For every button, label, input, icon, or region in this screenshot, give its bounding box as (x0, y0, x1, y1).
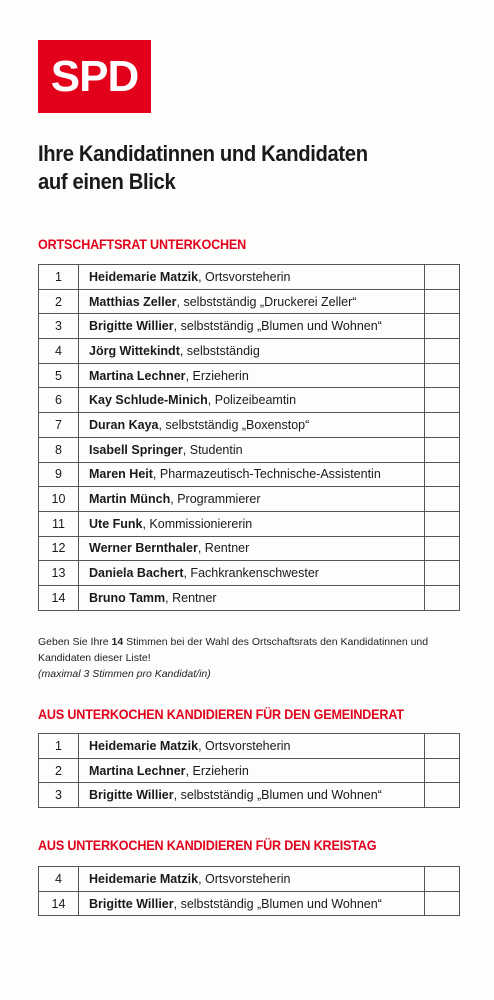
candidate-description: , Kommissioniererin (142, 516, 253, 531)
vote-box[interactable] (425, 783, 460, 808)
candidate-description: , Fachkrankenschwester (183, 566, 319, 581)
title-line-2: auf einen Blick (38, 169, 176, 194)
candidate-row (39, 561, 460, 586)
candidate-cell (79, 511, 425, 536)
candidate-description: , Pharmazeutisch-Technische-Assistentin (152, 467, 381, 482)
candidate-description: , selbstständig „Blumen und Wohnen“ (173, 896, 382, 911)
kreistag-heading: AUS UNTERKOCHEN KANDIDIEREN FÜR DEN KREISTAG (38, 837, 377, 853)
page-title (38, 140, 434, 196)
candidate-description: , Studentin (182, 442, 243, 457)
candidate-name: Bruno Tamm (89, 590, 166, 605)
candidate-cell (79, 339, 425, 364)
vote-box[interactable] (425, 413, 460, 438)
candidate-number: 4 (39, 867, 79, 892)
vote-box[interactable] (425, 867, 460, 892)
kreistag-table (38, 866, 460, 916)
candidate-description: , Ortsvorsteherin (198, 738, 291, 753)
note-max: (maximal 3 Stimmen pro Kandidat/in) (38, 668, 211, 680)
candidate-number: 5 (39, 363, 79, 388)
candidate-row (39, 339, 460, 364)
candidate-description: , Ortsvorsteherin (198, 269, 291, 284)
candidate-name: Martina Lechner (89, 763, 186, 778)
candidate-name: Heidemarie Matzik (89, 871, 199, 886)
vote-box[interactable] (425, 339, 460, 364)
candidate-cell (79, 585, 425, 610)
candidate-description: , Rentner (165, 590, 217, 605)
candidate-number: 3 (39, 783, 79, 808)
candidate-number: 2 (39, 758, 79, 783)
candidate-row (39, 462, 460, 487)
candidate-description: , selbstständig „Boxenstop“ (158, 417, 310, 432)
candidate-cell (79, 289, 425, 314)
candidate-cell (79, 891, 425, 916)
vote-box[interactable] (425, 585, 460, 610)
candidate-description: , selbstständig „Blumen und Wohnen“ (173, 788, 382, 803)
candidate-number: 4 (39, 339, 79, 364)
candidate-description: , selbstständig „Blumen und Wohnen“ (173, 319, 382, 334)
candidate-name: Heidemarie Matzik (89, 269, 199, 284)
candidate-name: Heidemarie Matzik (89, 738, 199, 753)
candidate-name: Duran Kaya (89, 417, 159, 432)
candidate-number: 10 (39, 487, 79, 512)
candidate-name: Isabell Springer (89, 442, 183, 457)
candidate-name: Werner Bernthaler (89, 541, 198, 556)
candidate-name: Brigitte Willier (89, 896, 174, 911)
candidate-name: Kay Schlude-Minich (89, 393, 208, 408)
candidate-cell (79, 734, 425, 759)
candidate-cell (79, 561, 425, 586)
candidate-description: , selbstständig (179, 343, 260, 358)
candidate-description: , Programmierer (170, 492, 261, 507)
candidate-row (39, 388, 460, 413)
vote-box[interactable] (425, 462, 460, 487)
vote-box[interactable] (425, 561, 460, 586)
candidate-cell (79, 437, 425, 462)
candidate-row (39, 734, 460, 759)
candidate-number: 14 (39, 891, 79, 916)
candidate-cell (79, 265, 425, 290)
candidate-row (39, 758, 460, 783)
title-line-1: Ihre Kandidatinnen und Kandidaten (38, 141, 368, 166)
candidate-row (39, 363, 460, 388)
vote-box[interactable] (425, 437, 460, 462)
candidate-name: Martina Lechner (89, 368, 186, 383)
candidate-number: 14 (39, 585, 79, 610)
candidate-number: 1 (39, 265, 79, 290)
candidate-row (39, 289, 460, 314)
candidate-name: Ute Funk (89, 516, 143, 531)
candidate-description: , selbstständig „Druckerei Zeller“ (176, 294, 357, 309)
note-pre: Geben Sie Ihre (38, 636, 112, 648)
note-count: 14 (111, 636, 124, 648)
gemeinderat-heading: AUS UNTERKOCHEN KANDIDIEREN FÜR DEN GEMEINDERAT (38, 706, 404, 722)
vote-box[interactable] (425, 314, 460, 339)
vote-box[interactable] (425, 289, 460, 314)
candidate-description: , Rentner (197, 541, 250, 556)
candidate-cell (79, 413, 425, 438)
candidate-cell (79, 462, 425, 487)
candidate-cell (79, 388, 425, 413)
candidate-description: , Ortsvorsteherin (198, 871, 291, 886)
candidate-cell (79, 867, 425, 892)
candidate-number: 11 (39, 511, 79, 536)
candidate-row (39, 487, 460, 512)
candidate-name: Daniela Bachert (89, 566, 184, 581)
candidate-row (39, 413, 460, 438)
candidate-cell (79, 487, 425, 512)
candidate-name: Matthias Zeller (89, 294, 177, 309)
candidate-row (39, 891, 460, 916)
candidate-row (39, 585, 460, 610)
candidate-row (39, 314, 460, 339)
candidate-number: 9 (39, 462, 79, 487)
candidate-cell (79, 314, 425, 339)
candidate-name: Jörg Wittekindt (89, 343, 180, 358)
spd-logo: SPD (38, 40, 151, 113)
candidate-name: Martin Münch (89, 492, 171, 507)
vote-box[interactable] (425, 265, 460, 290)
note-post: Stimmen bei der Wahl des Ortschaftsrats den Kandidatinnen und Kandidaten dieser Liste! (38, 636, 429, 664)
vote-box[interactable] (425, 536, 460, 561)
candidate-number: 3 (39, 314, 79, 339)
candidate-description: , Polizeibeamtin (207, 393, 297, 408)
ortschaftsrat-heading: ORTSCHAFTSRAT UNTERKOCHEN (38, 236, 247, 252)
candidate-row (39, 536, 460, 561)
vote-box[interactable] (425, 734, 460, 759)
candidate-number: 2 (39, 289, 79, 314)
vote-box[interactable] (425, 758, 460, 783)
candidate-cell (79, 536, 425, 561)
candidate-row (39, 511, 460, 536)
candidate-description: , Erzieherin (185, 368, 249, 383)
candidate-name: Brigitte Willier (89, 319, 174, 334)
voting-note (38, 634, 468, 682)
vote-box[interactable] (425, 363, 460, 388)
candidate-row (39, 783, 460, 808)
candidate-number: 7 (39, 413, 79, 438)
candidate-name: Maren Heit (89, 467, 153, 482)
candidate-number: 8 (39, 437, 79, 462)
candidate-row (39, 867, 460, 892)
candidate-name: Brigitte Willier (89, 788, 174, 803)
gemeinderat-table (38, 733, 460, 808)
vote-box[interactable] (425, 891, 460, 916)
candidate-number: 6 (39, 388, 79, 413)
candidate-number: 13 (39, 561, 79, 586)
candidate-cell (79, 363, 425, 388)
candidate-cell (79, 783, 425, 808)
candidate-description: , Erzieherin (185, 763, 249, 778)
vote-box[interactable] (425, 511, 460, 536)
ortschaftsrat-table (38, 264, 460, 611)
vote-box[interactable] (425, 487, 460, 512)
candidate-number: 1 (39, 734, 79, 759)
candidate-number: 12 (39, 536, 79, 561)
candidate-cell (79, 758, 425, 783)
candidate-row (39, 437, 460, 462)
candidate-row (39, 265, 460, 290)
vote-box[interactable] (425, 388, 460, 413)
